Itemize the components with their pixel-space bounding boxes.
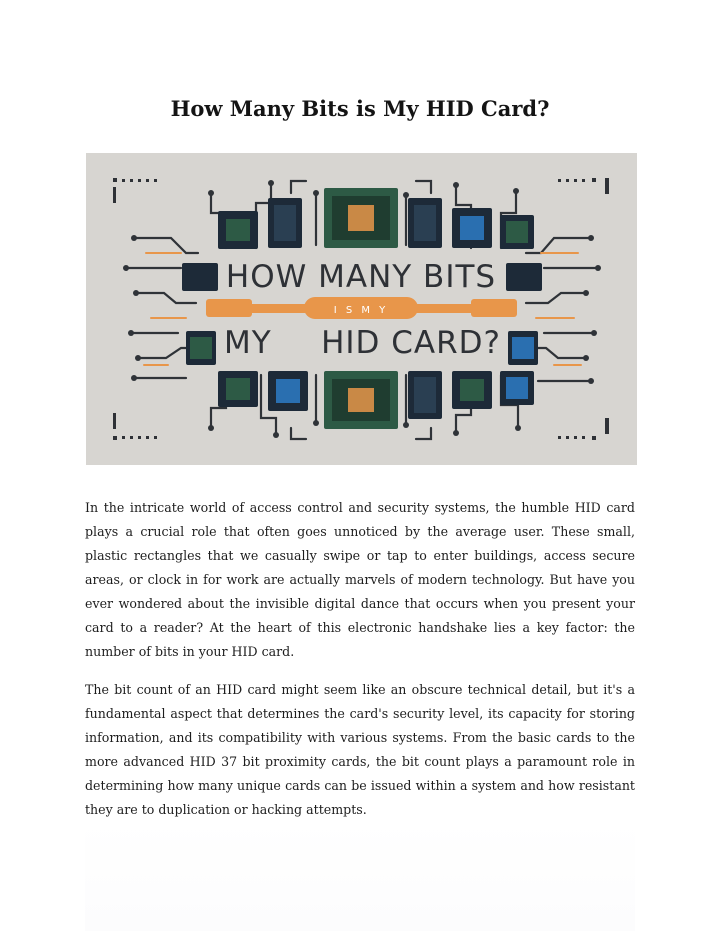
hero-line2-left: MY — [224, 325, 272, 361]
hero-illustration — [86, 153, 637, 465]
article-body — [85, 496, 635, 836]
hero-image — [86, 153, 637, 465]
hero-line2-right: HID CARD? — [321, 325, 501, 361]
hero-line1: HOW MANY BITS — [225, 259, 497, 295]
paragraph-2: The bit count of an HID card might seem like an obscure technical detail, but it's a fundamental aspect that determines the card's security level, its capacity for storing information, and its compatibility with various systems. From the basic cards to the more advanced HID 37 bit proximity cards, the bit count plays a paramount role in determining how many unique cards can be issued within a system and how resistant they are to duplication or hacking attempts. — [85, 682, 635, 817]
page-footer-area — [85, 820, 635, 931]
hero-connector-text: I S M Y — [333, 305, 389, 316]
page-title: How Many Bits is My HID Card? — [170, 96, 550, 121]
paragraph-1: In the intricate world of access control and security systems, the humble HID card plays a crucial role that often goes unnoticed by the average user. These small, plastic rectangles that we casually swipe or tap to enter buildings, access secure areas, or clock in for work are actually marvels of modern technology. But have you ever wondered about the invisible digital dance that occurs when you present your card to a reader? At the heart of this electronic handshake lies a key factor: the number of bits in your HID card. — [85, 500, 635, 659]
